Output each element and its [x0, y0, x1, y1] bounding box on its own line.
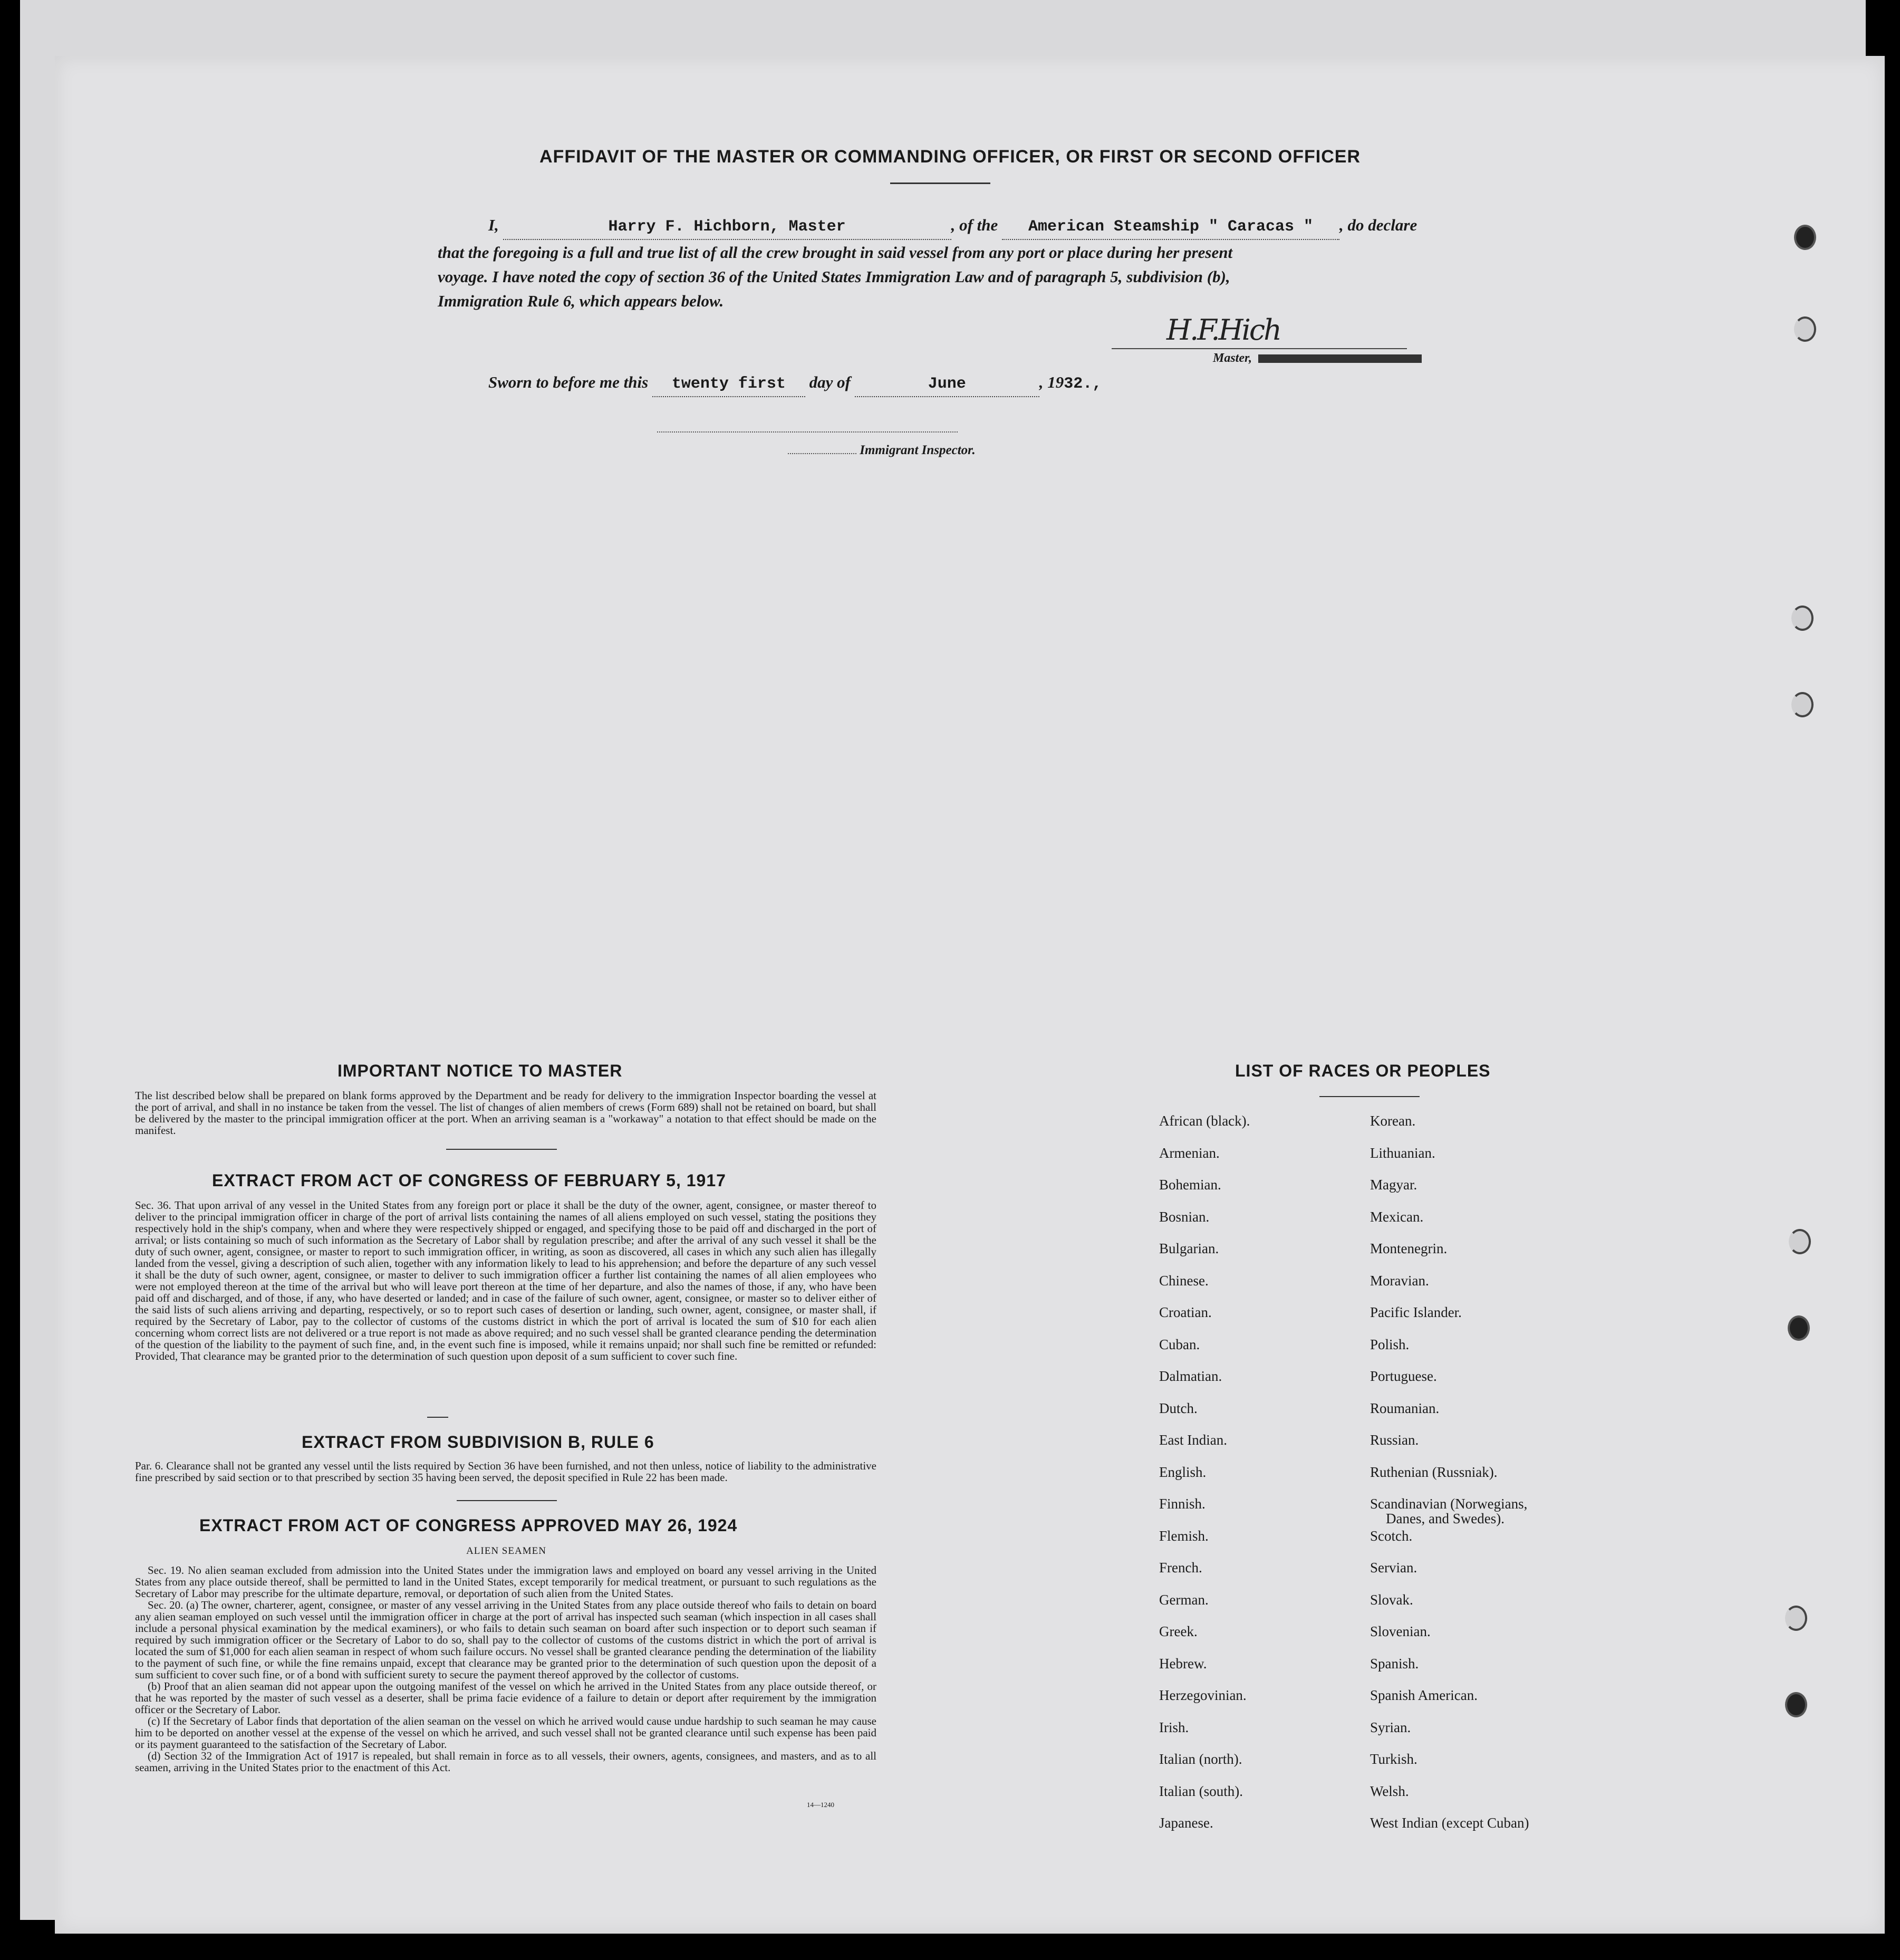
inspector-caption: Immigrant Inspector. [788, 443, 976, 458]
sworn-prefix: Sworn to before me this [488, 373, 649, 391]
extract-1917-title: EXTRACT FROM ACT OF CONGRESS OF FEBRUARY 5, 1917 [212, 1171, 726, 1190]
race-item: Hebrew. [1159, 1655, 1207, 1671]
race-item: Armenian. [1159, 1145, 1220, 1161]
race-item: Slovak. [1370, 1591, 1413, 1608]
race-item: Japanese. [1159, 1815, 1213, 1831]
sec20c-paragraph: (c) If the Secretary of Labor finds that deportation of the alien seaman on the vessel on which he arrived would cause undue hardship to such seaman he may cause him to be deported on another vessel at the expense of the vessel on which he arrived, and such vessel shall not be granted clearance until such expense has been paid or its payment guaranteed to the satisfaction of the Secretary of Labor. [135, 1715, 876, 1751]
rule6-body: Par. 6. Clearance shall not be granted any vessel until the lists required by Section 36 have been furnished, and not then unless, notice of liability to the administrative fine prescribed by said section or to that prescribed by section 35 having been served, the deposit specified in Rule 22 has been made. [135, 1459, 876, 1484]
race-item: Roumanian. [1370, 1400, 1440, 1416]
race-item: Servian. [1370, 1560, 1417, 1575]
race-item: Welsh. [1370, 1783, 1409, 1799]
race-item: Bohemian. [1159, 1177, 1221, 1193]
race-item: Korean. [1370, 1113, 1416, 1129]
race-item: Russian. [1370, 1432, 1419, 1448]
year-prefix: , 19 [1039, 373, 1064, 391]
notice-body: The list described below shall be prepared on blank forms approved by the Department and be ready for delivery to the immigration Inspector boarding the vessel at the port of arrival, and shall in no instance be taken from the vessel. The list of changes of alien members of crews (Form 689) shall not be retained on board, but shall be delivered by the master to the principal immigration officer at the port. When an arriving seaman is a "workaway" a notation to that effect should be made on the manifest. [135, 1089, 876, 1137]
race-item: Dutch. [1159, 1400, 1198, 1416]
race-item: French. [1159, 1560, 1202, 1575]
sec20b-paragraph: (b) Proof that an alien seaman did not appear upon the outgoing manifest of the vessel on which he arrived in the United States from any place outside thereof, or that he was reported by the master of such vessel as a deserter, shall be prima facie evidence of a failure to detain or deport after requirement by the immigration officer or the Secretary of Labor. [135, 1680, 876, 1716]
race-item: Herzegovinian. [1159, 1687, 1247, 1703]
race-item: African (black). [1159, 1113, 1250, 1129]
alien-seamen-subtitle: ALIEN SEAMEN [466, 1545, 546, 1557]
sec19-paragraph: Sec. 19. No alien seaman excluded from admission into the United States under the immigration laws and employed on board any vessel arriving in the United States from any place outside thereof, shall be permitted to land in the United States, except temporarily for medical treatment, or pursuant to such regulations as the Secretary of Labor may prescribe for the ultimate departure, removal, or deportation of such alien from the United States. [135, 1564, 876, 1600]
race-item: Slovenian. [1370, 1623, 1431, 1639]
master-caption: Master, [1213, 351, 1422, 366]
race-item: East Indian. [1159, 1432, 1227, 1448]
race-item: Italian (south). [1159, 1783, 1243, 1799]
race-item: Flemish. [1159, 1527, 1209, 1544]
vessel-field: American Steamship " Caracas " [1002, 215, 1339, 240]
declaration-line-2: that the foregoing is a full and true list of all the crew brought in said vessel from any port or place during her present [438, 243, 1233, 262]
race-item: West Indian (except Cuban) [1370, 1815, 1529, 1831]
sec20a-paragraph: Sec. 20. (a) The owner, charterer, agent, consignee, or master of any vessel arriving in the United States from any place outside thereof who fails to detain on board any alien seaman employed on such vessel until the immigration officer in charge at the port of arrival has inspected such seaman (which inspection in all cases shall include a personal physical examination by the medical examiners), or who fails to detain such seaman on board after such inspection or to deport such seaman if required by such immigration officer or the Secretary of Labor to do so, shall pay to the collector of customs of the customs district in which the port of arrival is located the sum of $1,000 for each alien seaman in respect of whom such failure occurs. No vessel shall be granted clearance pending the determination of the liability to the payment of such fine, or while the fine remains unpaid, except that clearance may be granted prior to the determination of such question upon the deposit of a sum sufficient to cover such fine, or of a bond with sufficient surety to secure the payment thereof approved by the collector of customs. [135, 1599, 876, 1681]
race-item-continuation: Danes, and Swedes). [1386, 1511, 1504, 1526]
race-item: Scotch. [1370, 1527, 1413, 1544]
race-item: Chinese. [1159, 1272, 1209, 1289]
race-item: Finnish. [1159, 1496, 1205, 1512]
sec20d-paragraph: (d) Section 32 of the Immigration Act of 1917 is repealed, but shall remain in force as to all vessels, their owners, agents, consignees, and masters, and as to all seamen, arriving in the United States prior to the enactment of this Act. [135, 1750, 876, 1774]
race-item: Polish. [1370, 1336, 1410, 1352]
race-item: Moravian. [1370, 1272, 1429, 1289]
year-field: 32., [1064, 375, 1102, 393]
race-item: Greek. [1159, 1623, 1198, 1639]
do-declare-label: , do declare [1339, 216, 1417, 234]
affidavit-title: AFFIDAVIT OF THE MASTER OR COMMANDING OFFICER, OR FIRST OR SECOND OFFICER [539, 147, 1361, 167]
extract-1924-title: EXTRACT FROM ACT OF CONGRESS APPROVED MAY 26, 1924 [199, 1516, 738, 1535]
sworn-day-field: twenty first [652, 372, 805, 397]
race-item: Syrian. [1370, 1719, 1411, 1735]
sworn-month-field: June [855, 372, 1039, 397]
race-item: Bosnian. [1159, 1208, 1210, 1225]
master-signature: H.F.Hich [1166, 313, 1280, 347]
race-item: Turkish. [1370, 1751, 1417, 1767]
day-of-label: day of [809, 373, 851, 391]
race-item: Pacific Islander. [1370, 1304, 1462, 1320]
race-item: Mexican. [1370, 1208, 1424, 1225]
race-item: Portuguese. [1370, 1368, 1437, 1384]
declaration-line-3: voyage. I have noted the copy of section 36 of the United States Immigration Law and of paragraph 5, subdivision (b), [438, 267, 1230, 286]
race-item: Ruthenian (Russniak). [1370, 1464, 1498, 1480]
race-item: Spanish. [1370, 1655, 1419, 1671]
race-item: Spanish American. [1370, 1687, 1478, 1703]
race-item: Cuban. [1159, 1336, 1200, 1352]
notice-title: IMPORTANT NOTICE TO MASTER [337, 1061, 623, 1080]
extract-1917-body: Sec. 36. That upon arrival of any vessel in the United States from any foreign port or place it shall be the duty of the owner, agent, consignee, or master thereof to deliver to the principal immigration officer in charge of the port of arrival lists containing the names of all aliens employed on such vessel, stating the positions they respectively hold in the ship's company, when and where they were respectively shipped or engaged, and specifying those to be paid off and discharged in the port of arrival; or lists containing so much of such information as the Secretary of Labor shall by regulation prescribe; and after the arrival of any such vessel it shall be the duty of such owner, agent, consignee, or master to report to such immigration officer, in writing, as soon as discovered, all cases in which any such alien has illegally landed from the vessel, giving a description of such alien, together with any information likely to lead to his apprehension; and before the departure of any such vessel it shall be the duty of such owner, agent, consignee, or master to deliver to such immigration officer a further list containing the names of all alien employees who were not employed thereon at the time of the arrival but who will leave port thereon at the time of her departure, and also the names of those, if any, who have been paid off and discharged, and of those, if any, who have deserted or landed; and in case of the failure of such owner, agent, consignee, or master so to deliver either of the said lists of such aliens arriving and departing, respectively, or so to report such cases of desertion or landing, such owner, agent, consignee, or master shall, if required by the Secretary of Labor, pay to the collector of customs of the customs district in which the port of arrival is located the sum of $10 for each alien concerning whom correct lists are not delivered or a true report is not made as above required; and no such vessel shall be granted clearance pending the determination of the question of the liability to the payment of such fine, and, in the event such fine is imposed, while it remains unpaid; nor shall such fine be remitted or refunded: Provided, That clearance may be granted prior to the determination of such question upon deposit of a sum sufficient to cover such fine. [135, 1199, 876, 1362]
race-item: Lithuanian. [1370, 1145, 1435, 1161]
i-label: I, [488, 216, 499, 234]
rule6-title: EXTRACT FROM SUBDIVISION B, RULE 6 [302, 1433, 654, 1452]
race-item: Bulgarian. [1159, 1241, 1219, 1256]
race-item: Italian (north). [1159, 1751, 1242, 1767]
race-item: Croatian. [1159, 1304, 1212, 1320]
race-item: English. [1159, 1464, 1207, 1480]
declaration-line-4: Immigration Rule 6, which appears below. [438, 292, 724, 310]
race-item: Magyar. [1370, 1177, 1417, 1193]
of-the-label: , of the [951, 216, 998, 234]
race-item: Scandinavian (Norwegians, [1370, 1496, 1528, 1512]
race-item: German. [1159, 1591, 1209, 1608]
race-item: Dalmatian. [1159, 1368, 1222, 1384]
master-name-field: Harry F. Hichborn, Master [503, 215, 951, 240]
race-item: Montenegrin. [1370, 1241, 1448, 1256]
race-item: Irish. [1159, 1719, 1189, 1735]
form-number: 14—1240 [807, 1801, 834, 1809]
races-title: LIST OF RACES OR PEOPLES [1235, 1061, 1491, 1080]
